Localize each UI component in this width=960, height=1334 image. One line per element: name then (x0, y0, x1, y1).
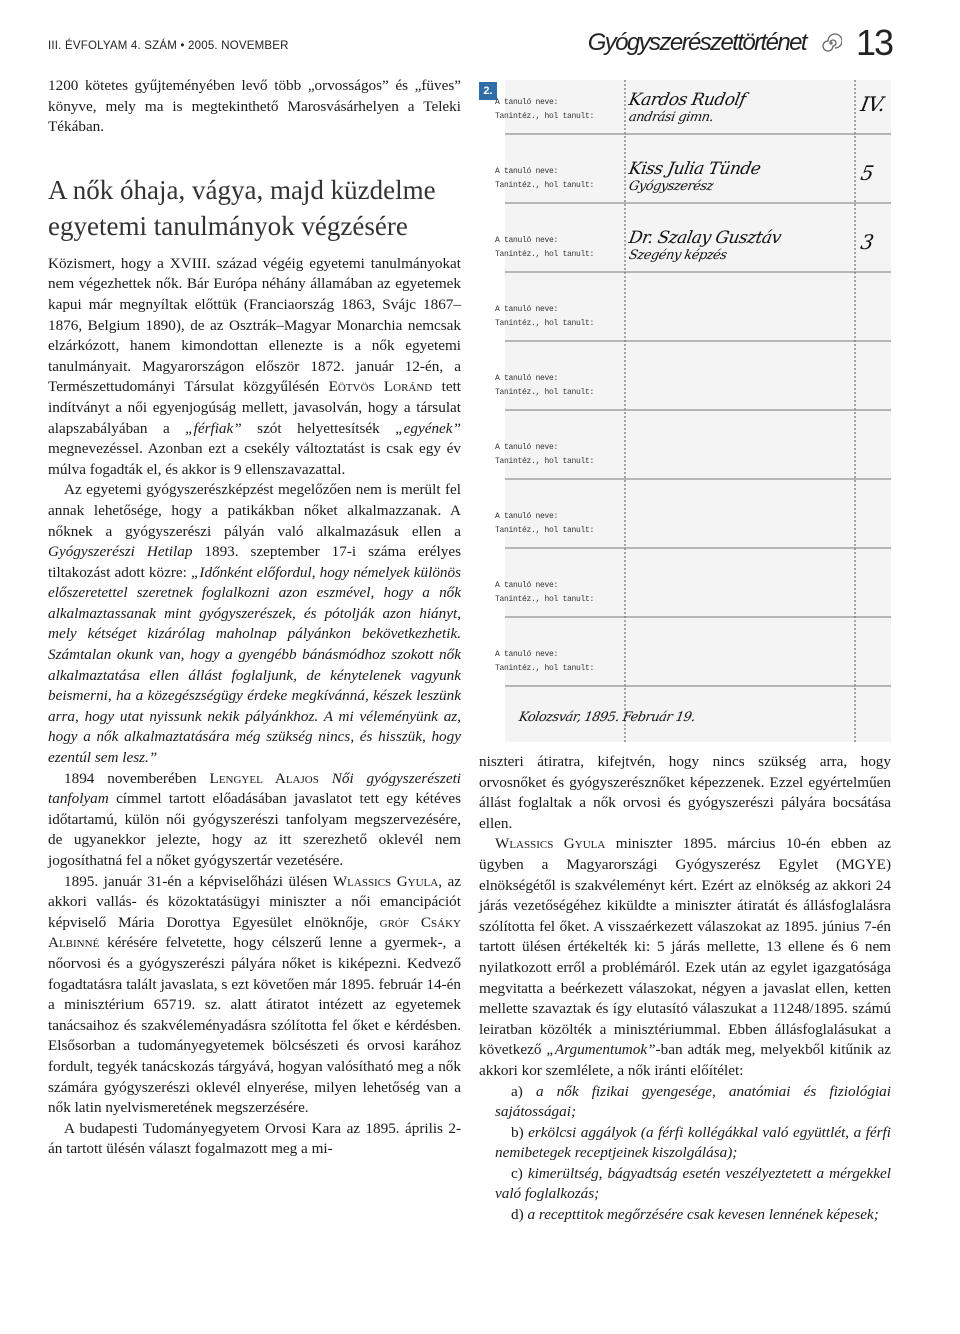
argument-letter: d) (511, 1206, 528, 1224)
article-heading: A nők óhaja, vágya, majd küzdelme egyetemi tanulmányok végzésére (48, 174, 436, 241)
page-number: 13 (855, 22, 892, 63)
spiral-logo-icon (820, 32, 842, 54)
handwritten-mark: 3 (858, 230, 876, 254)
paragraph: Közismert, hogy a XVIII. század végéig egyetemi tanulmányokat nem végezhettek nők. Bár Európa néhány államában az egyetemek kapui már megnyíltak előttük (Franciaország 1863, Svájc 1867–1876, Belgium 1890), de az Osztrák–Magyar Monarchia nemcsak elzárkózott, hanem kimondottan ellenezte is a nők egyetemi tanulmányait. Magyarországon először 1872. január 12-én, a Természettudományi Társulat közgyűlésén Eötvös Loránd tett indítványt a női egyenjogúság mellett, javasolván, hogy a társulat alapszabályában a „férfiak” szót helyettesítsék „egyének” megnevezéssel. Azonban ezt a csekély változtatást is csak egy év múlva fogadták el, és akkor is 9 ellenszavazattal. (48, 254, 462, 478)
register-label-school: Tanintéz., hol tanult: (495, 664, 595, 673)
issue-info: III. ÉVFOLYAM 4. SZÁM • 2005. NOVEMBER (48, 40, 289, 52)
handwritten-mark: 5 (858, 161, 876, 185)
handwritten-name: Kardos Rudolf (627, 90, 748, 110)
register-label-school: Tanintéz., hol tanult: (495, 112, 595, 121)
register-label-name: A tanuló neve: (495, 167, 559, 176)
register-label-name: A tanuló neve: (495, 512, 559, 521)
person-name: Eötvös Loránd (328, 378, 433, 396)
argument-item (479, 1123, 891, 1164)
paragraph: A budapesti Tudományegyetem Orvosi Kara az 1895. április 2-án tartott ülésén választ fogalmazott meg a mi- (48, 1119, 461, 1158)
argument-text: a recepttitok megőrzésére csak kevesen lennének képesek; (527, 1206, 879, 1224)
argument-letter: b) (511, 1123, 529, 1141)
argument-item (479, 1082, 891, 1123)
register-label-school: Tanintéz., hol tanult: (495, 250, 595, 259)
argument-text: erkölcsi aggályok (a férfi kollégákkal való együttlét, a férfi nemibetegek receptjeinek kiszolgálása); (495, 1123, 891, 1162)
register-label-school: Tanintéz., hol tanult: (495, 388, 595, 397)
quotation: „Időnként előfordul, hogy némelyek különös előszeretettel szeretnek foglalkozni azon eszmével, hogy a nők alkalmaztassanak mint gyógyszerészek, és pótolják azon hiányt, mely kétséget kizárólag maholnap pályánkon bekövetkezhetik. Számtalan okunk van, hogy a gyengébb bánásmódhoz szokott nők alkalmaztatása ellen állást foglaljunk, de kénytelenek vagyunk beismerni, ha a közegészségügy érdeke megkívánná, készek leszünk arra, hogy utat nyissunk nekik pályánkhoz. A mi véleményünk az, hogy a nők alkalmaztatására még szükség nincs, és hisszük, hogy ezentúl sem lesz.” (48, 563, 462, 767)
person-name: Wlassics Gyula (332, 872, 439, 890)
handwritten-name: Kiss Julia Tünde (627, 159, 763, 179)
page-header (588, 22, 892, 64)
register-label-school: Tanintéz., hol tanult: (495, 595, 595, 604)
handwritten-footer: Kolozsvár, 1895. Február 19. (517, 710, 697, 725)
register-label-name: A tanuló neve: (495, 650, 559, 659)
argument-text: a nők fizikai gyengesége, anatómiai és fiziológiai sajátosságai; (495, 1082, 891, 1121)
person-name: Lengyel Alajos (209, 769, 319, 787)
handwritten-school: andrási gimn. (627, 110, 715, 125)
scanned-register-figure (479, 80, 891, 742)
register-label-school: Tanintéz., hol tanult: (495, 457, 595, 466)
register-label-name: A tanuló neve: (495, 374, 559, 383)
register-label-name: A tanuló neve: (495, 581, 559, 590)
argument-text: kimerültség, bágyadtság esetén veszélyeztetett a mérgekkel való foglalkozás; (495, 1164, 891, 1203)
section-title: Gyógyszerészettörténet (587, 29, 806, 56)
person-name: Wlassics Gyula (495, 835, 606, 853)
argument-letter: a) (511, 1082, 536, 1100)
paragraph: Wlassics Gyula miniszter 1895. március 10-én ebben az ügyben a Magyarországi Gyógyszerész Egylet (MGYE) elnökségétől is szakvéleményt kért. Ezért az elnökség az akkori 24 járás vezetőségéhez kiküldte a miniszter átiratát és állásfoglalásra szólította fel őket. A visszaérkezett válaszokat az 1895. június 7-én tartott ülésen értékelték ki: 5 járás mellette, 13 ellene és 6 nem nyilatkozott erről a problémáról. Ezek után az egylet igazgatósága megvitatta a beérkezett válaszokat, négyen a javaslat ellen, ketten mellette szavaztak és így elutasító válaszukat a 11248/1895. számú leiratban közölték a minisztériummal. Ebben állásfoglalásukat a következő „Argumentumok”-ban adták meg, melyekből kitűnik az akkori kor szemlélete, a nők iránti előítélet: (479, 835, 892, 1079)
lecture-title: Női gyógyszerészeti tanfolyam (48, 769, 462, 808)
left-column (48, 76, 461, 1160)
paragraph: niszteri átiratra, kifejtvén, hogy nincs szükség arra, hogy orvosnőket és gyógyszerésznőket képezzenek. Ezzel egyértelműen állást foglaltak a nők orvosi és gyógyszerészi pályára bocsátása ellen. (479, 753, 891, 832)
handwritten-school: Gyógyszerész (627, 179, 715, 194)
register-label-name: A tanuló neve: (495, 98, 559, 107)
argument-letter: c) (511, 1164, 528, 1182)
handwritten-mark: IV. (858, 92, 887, 116)
right-column (479, 752, 891, 1226)
intro-paragraph: 1200 kötetes gyűjteményében levő több „orvosságos” és „füves” könyve, mely ma is megtekinthető Marosvásárhelyen a Teleki Tékában. (48, 77, 461, 136)
argument-list (479, 1082, 891, 1226)
handwritten-school: Szegény képzés (627, 248, 728, 263)
argument-item (479, 1205, 891, 1226)
register-label-name: A tanuló neve: (495, 236, 559, 245)
paragraph: 1895. január 31-én a képviselőházi ülésen Wlassics Gyula, az akkori vallás- és közoktatásügyi miniszter a női emancipációt képviselő Mária Dorottya Egyesület elnöknője, gróf Csáky Albinné kérésére felvetette, hogy célszerű lenne a gyermek-, a nőorvosi és a gyógyszerészi pályára nőket is kiképezni. Kedvező fogadtatásra talált javaslata, s ezt követően már 1895. február 14-én a minisztérium 65719. sz. alatt átiratot intézett az egyetemek tanácsaihoz és szakvéleményadásra szólította fel őket e kérdésben. Elsősorban a tudományegyetemek bölcsészeti és orvosi karához fordult, tegyék tanácskozás tárgyává, hogyan valósítható meg a nők számára gyógyszerészi oklevél elnyerése, milyen lehetőség van a nők latin nyelvismeretének megszerzésére. (48, 872, 462, 1117)
figure-number-badge: 2. (479, 82, 497, 100)
argument-item (479, 1164, 891, 1205)
person-name: gróf Csáky Albinné (48, 913, 461, 952)
register-label-school: Tanintéz., hol tanult: (495, 319, 595, 328)
paragraph: Az egyetemi gyógyszerészképzést megelőzően nem is merült fel annak lehetősége, hogy a patikákban nőket alkalmazzanak. A nőknek a gyógyszerészi pályán való alkalmazásuk ellen a Gyógyszerészi Hetilap 1893. szeptember 17-i száma erélyes tiltakozást adott közre: „Időnként előfordul, hogy némelyek különös előszeretettel szeretnek foglalkozni azon eszmével, hogy a nők alkalmaztassanak mint gyógyszerészek, és pótolják azon hiányt, mely kétséget kizárólag maholnap pályánkon bekövetkezhetik. Számtalan okunk van, hogy a gyengébb bánásmódhoz szokott nők alkalmaztatása ellen állást foglaljunk, de kénytelenek vagyunk beismerni, ha a közegészségügy érdeke megkívánná, készek leszünk arra, hogy utat nyissunk nekik pályánkhoz. A mi véleményünk az, hogy a nők alkalmaztatására még szükség nincs, és hisszük, hogy ezentúl sem lesz.” (48, 481, 462, 767)
handwritten-name: Dr. Szalay Gusztáv (627, 228, 783, 248)
journal-title: Gyógyszerészi Hetilap (48, 543, 193, 561)
register-label-school: Tanintéz., hol tanult: (495, 181, 595, 190)
register-label-name: A tanuló neve: (495, 443, 559, 452)
register-label-name: A tanuló neve: (495, 305, 559, 314)
paragraph: 1894 novemberében Lengyel Alajos Női gyógyszerészeti tanfolyam címmel tartott előadásában javaslatot tett egy kétéves időtartamú, külön női gyógyszerészi tanfolyam megszervezésére, de ugyanekkor jelezte, hogy az itt szerezhető oklevél nem jogosíthatná fel a nőket gyógyszertár vezetésére. (48, 769, 462, 869)
register-label-school: Tanintéz., hol tanult: (495, 526, 595, 535)
